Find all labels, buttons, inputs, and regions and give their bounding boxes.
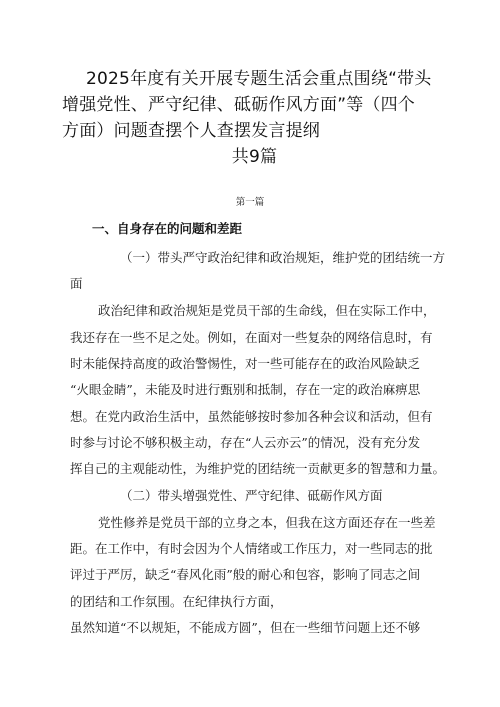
subheading-1-line-2: 面	[70, 276, 83, 291]
paragraph-5-line-1: 虽然知道“不以规矩，不能成方圆”，但在一些细节问题上还不够	[70, 620, 421, 635]
paragraph-2-line-1: 政治纪律和政治规矩是党员干部的生命线，但在实际工作中，	[98, 303, 436, 318]
paragraph-2-line-7: 挥自己的主观能动性，为维护党的团结统一贡献更多的智慧和力量。	[70, 461, 446, 476]
document-title	[62, 66, 447, 170]
title-line-2: 增强党性、严守纪律、砥砺作风方面”等（四个	[62, 95, 416, 115]
paragraph-2-line-6: 时参与讨论不够积极主动，存在“人云亦云”的情况，没有充分发	[70, 435, 421, 450]
section-label: 第一篇	[235, 197, 265, 208]
paragraph-4-line-4: 的团结和工作氛围。在纪律执行方面，	[70, 594, 283, 609]
subheading-2: （二）带头增强党性、严守纪律、砥砺作风方面	[120, 488, 383, 503]
paragraph-2-line-3: 时未能保持高度的政治警惕性，对一些可能存在的政治风险缺乏	[70, 356, 421, 371]
title-line-1: 2025年度有关开展专题生活会重点围绕“带头	[86, 69, 432, 89]
paragraph-2-line-4: “火眼金睛”，未能及时进行甄别和抵制，存在一定的政治麻痹思	[70, 382, 421, 397]
paragraph-4-line-2: 距。在工作中，有时会因为个人情绪或工作压力，对一些同志的批	[70, 541, 433, 556]
section-heading: 一、自身存在的问题和差距	[92, 221, 243, 236]
paragraph-2-line-5: 想。在党内政治生活中，虽然能够按时参加各种会议和活动，但有	[70, 409, 433, 424]
title-line-4: 共9篇	[231, 147, 278, 167]
paragraph-4-line-3: 评过于严厉，缺乏“春风化雨”般的耐心和包容，影响了同志之间	[70, 567, 421, 582]
subheading-1-line-1: （一）带头严守政治纪律和政治规矩，维护党的团结统一方	[120, 250, 446, 265]
title-line-3: 方面）问题查摆个人查摆发言提纲	[62, 121, 320, 141]
paragraph-4-line-1: 党性修养是党员干部的立身之本，但我在这方面还存在一些差	[98, 515, 436, 530]
paragraph-2-line-2: 我还存在一些不足之处。例如，在面对一些复杂的网络信息时，有	[70, 330, 433, 345]
